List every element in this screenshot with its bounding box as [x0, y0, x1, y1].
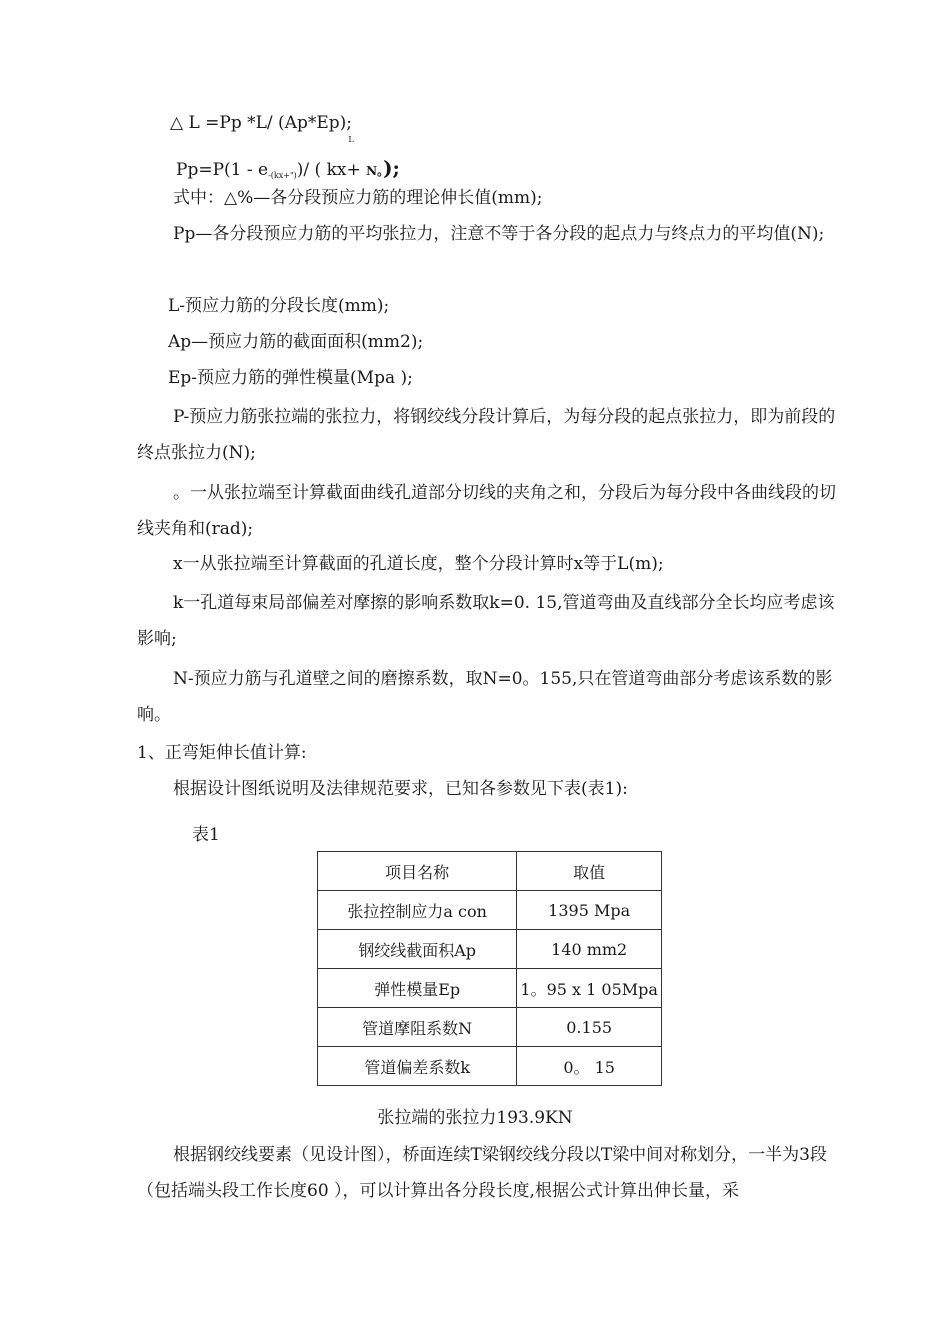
table-row [318, 891, 662, 930]
tension-note: 张拉端的张拉力193.9KN [377, 1108, 573, 1128]
table-cell: 张拉控制应力a con [318, 891, 517, 930]
formula-part: N。 [366, 164, 384, 178]
formula-elongation-text: △ L =Pp *L/ (Ap*Ep); [170, 113, 353, 133]
def-theta: 。一从张拉端至计算截面曲线孔道部分切线的夹角之和，分段后为每分段中各曲线段的切线夹角和(rad); [137, 483, 836, 539]
table-row [318, 930, 662, 969]
table-row [318, 1047, 662, 1086]
formula-exponent: -(kx+") [268, 171, 297, 180]
formula-part: )/ ( kx+ [296, 160, 367, 180]
closing-paragraph: 根据钢绞线要素（见设计图），桥面连续T梁钢绞线分段以T梁中间对称划分，一半为3段（包括端头段工作长度60 ），可以计算出各分段长度,根据公式计算出伸长量，采 [137, 1145, 827, 1201]
formula-part: ); [383, 156, 400, 180]
table-header: 取值 [517, 852, 662, 891]
table-row [318, 969, 662, 1008]
def-ap: Ap—预应力筋的截面面积(mm2); [168, 332, 424, 352]
def-n: N-预应力筋与孔道壁之间的磨擦系数，取N=0。155,只在管道弯曲部分考虑该系数的影响。 [137, 669, 833, 725]
table-cell: 弹性模量Ep [318, 969, 517, 1008]
table-cell: 140 mm2 [517, 930, 662, 969]
def-ep: Ep-预应力筋的弹性模量(Mpa ); [168, 368, 413, 388]
table-cell: 管道偏差系数k [318, 1047, 517, 1086]
section-heading: 1、正弯矩伸长值计算: [137, 743, 307, 763]
table-header-row [318, 852, 662, 891]
table-cell: 0。 15 [517, 1047, 662, 1086]
def-p: P-预应力筋张拉端的张拉力，将钢绞线分段计算后，为每分段的起点张拉力，即为前段的终点张拉力(N); [137, 407, 836, 463]
formula-elongation [170, 112, 354, 144]
table-cell: 1395 Mpa [517, 891, 662, 930]
table-label: 表1 [192, 825, 220, 845]
formula-part: Pp=P(1 - e [176, 160, 269, 180]
def-k: k一孔道每束局部偏差对摩擦的影响系数取k=0. 15,管道弯曲及直线部分全长均应考虑该影响; [137, 593, 835, 649]
formula-subscript: L [348, 135, 354, 144]
table-cell: 1。95 x 1 05Mpa [517, 969, 662, 1008]
table-cell: 0.155 [517, 1008, 662, 1047]
table-row [318, 1008, 662, 1047]
def-intro: 式中：△%—各分段预应力筋的理论伸长值(mm); [173, 188, 543, 208]
table-header: 项目名称 [318, 852, 517, 891]
table-cell: 钢绞线截面积Ap [318, 930, 517, 969]
def-l: L-预应力筋的分段长度(mm); [168, 296, 390, 316]
def-x: x一从张拉端至计算截面的孔道长度，整个分段计算时x等于L(m); [173, 554, 664, 574]
table-cell: 管道摩阻系数N [318, 1008, 517, 1047]
def-pp: Pp—各分段预应力筋的平均张拉力，注意不等于各分段的起点力与终点力的平均值(N); [173, 224, 825, 244]
parameter-table [317, 851, 662, 1086]
section-intro: 根据设计图纸说明及法律规范要求，已知各参数见下表(表1): [173, 779, 628, 799]
